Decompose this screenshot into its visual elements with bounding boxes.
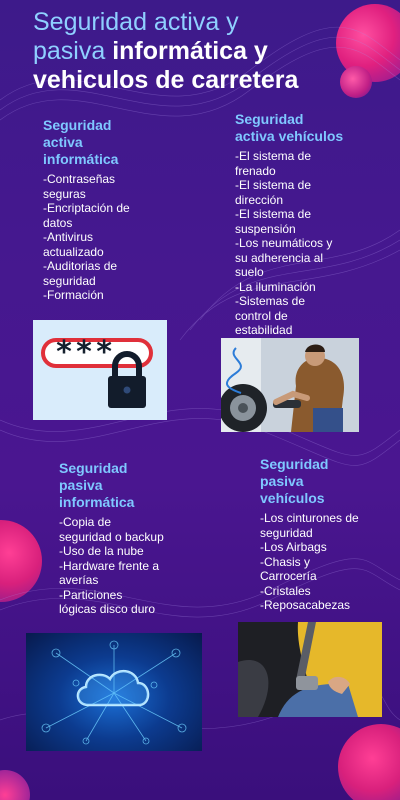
title-line-2-light: pasiva <box>33 37 113 65</box>
list-item: frenado <box>235 163 276 178</box>
title-line-1: Seguridad activa y <box>33 8 239 36</box>
list-item: -Copia de <box>59 515 112 529</box>
list-item: -Antivirus <box>43 230 94 244</box>
list-item: -Los Airbags <box>260 540 327 554</box>
list-item: -Los cinturones de <box>260 511 359 525</box>
list-item: -Hardware frente a <box>59 558 160 573</box>
list-item: -Contraseñas <box>43 172 116 186</box>
list-item: -Chasis y <box>260 554 311 569</box>
list-item: -El sistema de <box>235 178 312 192</box>
list-item: seguras <box>43 186 86 201</box>
cloud-network-icon <box>26 633 202 751</box>
list-item: -Formación <box>43 288 104 302</box>
list-item: control de <box>235 308 288 323</box>
list-item: dirección <box>235 192 284 207</box>
list-item: seguridad o backup <box>59 529 164 544</box>
list-item: -Reposacabezas <box>260 598 351 612</box>
section-heading: Seguridad pasiva informática <box>59 460 135 510</box>
list-item: Carrocería <box>260 569 317 583</box>
title-line-2-bold: informática y <box>112 37 268 65</box>
section-activa-vehiculos <box>235 111 360 338</box>
list-item: -La iluminación <box>235 279 316 294</box>
list-item: datos <box>43 215 73 230</box>
list-item: -El sistema de <box>235 207 312 221</box>
section-heading: Seguridad activa vehículos <box>235 111 344 144</box>
section-heading: Seguridad activa informática <box>43 117 119 167</box>
list-item: -Particiones <box>59 587 123 602</box>
pink-orb-bottom-right <box>338 724 400 800</box>
list-item: estabilidad <box>235 323 293 337</box>
list-item: averías <box>59 573 99 587</box>
padlock-icon <box>105 348 149 412</box>
list-item: su adherencia al <box>235 250 324 265</box>
password-mask-text: *** <box>55 335 116 370</box>
section-list <box>260 511 380 613</box>
list-item: lógicas disco duro <box>59 602 156 616</box>
list-item: -El sistema de <box>235 149 312 163</box>
mechanic-illustration <box>221 338 359 432</box>
list-item: -Sistemas de <box>235 294 306 308</box>
section-list <box>235 149 360 338</box>
section-list <box>43 172 163 303</box>
title-line-3: vehiculos de carretera <box>33 66 299 94</box>
list-item: -Uso de la nube <box>59 544 144 558</box>
list-item: suelo <box>235 265 264 279</box>
list-item: -Encriptación de <box>43 201 130 215</box>
list-item: -Auditorias de <box>43 259 118 273</box>
section-activa-informatica <box>43 117 163 303</box>
list-item: seguridad <box>43 273 96 288</box>
cloud-network-image <box>26 633 202 751</box>
section-pasiva-informatica <box>59 460 179 617</box>
pink-orb-left <box>0 520 42 602</box>
section-pasiva-vehiculos <box>260 456 380 613</box>
list-item: suspensión <box>235 221 296 236</box>
mechanic-tire-photo <box>221 338 359 432</box>
list-item: seguridad <box>260 525 313 540</box>
pink-orb-bottom-left <box>0 770 30 800</box>
list-item: actualizado <box>43 244 104 259</box>
seatbelt-photo <box>238 622 382 717</box>
password-lock-image <box>33 320 167 420</box>
seatbelt-illustration <box>238 622 382 717</box>
poster-title <box>33 8 363 95</box>
section-list <box>59 515 179 617</box>
list-item: -Cristales <box>260 583 311 598</box>
section-heading: Seguridad pasiva vehículos <box>260 456 329 506</box>
list-item: -Los neumáticos y <box>235 236 333 250</box>
